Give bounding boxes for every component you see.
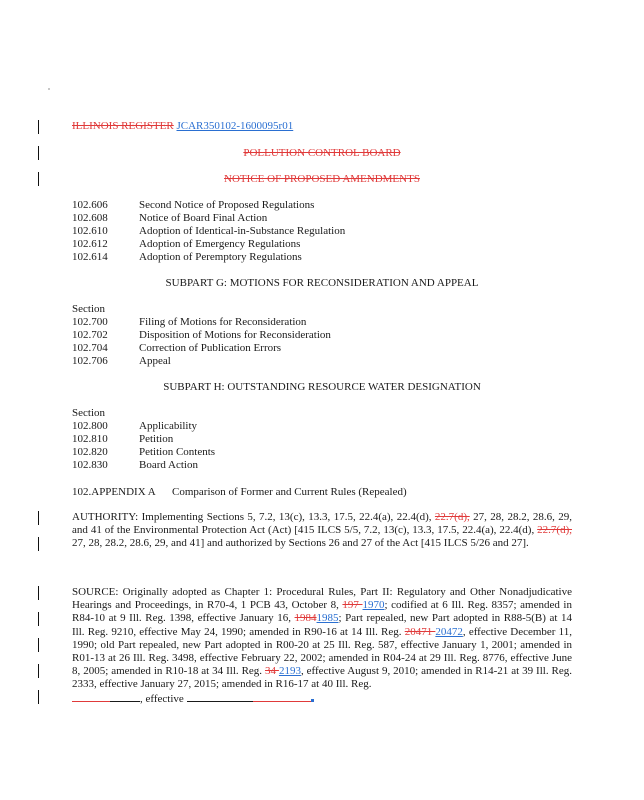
change-bar — [38, 690, 39, 704]
board-title: POLLUTION CONTROL BOARD — [243, 147, 401, 159]
toc-row: 102.800 Applicability — [72, 420, 198, 432]
register-deleted: ILLINOIS REGISTER — [72, 120, 174, 132]
blank — [187, 692, 253, 702]
subpart-g-heading: SUBPART G: MOTIONS FOR RECONSIDERATION AND APPEAL — [165, 277, 479, 289]
notice-title: NOTICE OF PROPOSED AMENDMENTS — [224, 173, 420, 185]
change-bar — [38, 664, 39, 678]
toc-row: 102.612 Adoption of Emergency Regulations — [72, 238, 301, 250]
blank — [110, 692, 140, 702]
section-label: Section — [72, 303, 105, 315]
section-label: Section — [72, 407, 105, 419]
change-bar — [38, 511, 39, 525]
change-bar — [38, 638, 39, 652]
register-header — [72, 120, 293, 132]
subpart-h-heading: SUBPART H: OUTSTANDING RESOURCE WATER DESIGNATION — [163, 381, 481, 393]
toc-row: 102.820 Petition Contents — [72, 446, 216, 458]
blank-deleted — [72, 692, 110, 702]
toc-row: 102.610 Adoption of Identical-in-Substance Regulation — [72, 225, 346, 237]
change-bar — [38, 120, 39, 134]
toc-row: 102.810 Petition — [72, 433, 174, 445]
toc-row: 102.830 Board Action — [72, 459, 198, 471]
insert-mark — [311, 699, 314, 702]
toc-row: 102.606 Second Notice of Proposed Regulations — [72, 199, 315, 211]
register-inserted: JCAR350102-1600095r01 — [176, 120, 294, 132]
toc-row: 102.608 Notice of Board Final Action — [72, 212, 268, 224]
toc-row: 102.614 Adoption of Peremptory Regulations — [72, 251, 302, 263]
toc-row: 102.702 Disposition of Motions for Reconsideration — [72, 329, 331, 341]
toc-row: 102.706 Appeal — [72, 355, 171, 367]
change-bar — [38, 586, 39, 600]
source-paragraph: SOURCE: Originally adopted as Chapter 1: Procedural Rules, Part II: Regulatory and Other Nonadjudicative Hearings and Proceedings, in R70-4, 1 PCB 43, October 8, 197 1970; codified at 6 Ill. Reg. 8357; amended in R84-10 at 9 Ill. Reg. 1398, effective January 16, 19841985; Part repealed, new Part adopted in R88-5(B) at 14 Ill. Reg. 9210, effective May 24, 1990; amended in R90-16 at 14 Ill. Reg. 20471 20472, effective December 11, 1990; old Part repealed, new Part adopted in R00-20 at 25 Ill. Reg. 587, effective January 1, 2001; amended in R01-13 at 26 Ill. Reg. 3498, effective February 22, 2002; amended in R04-24 at 29 Ill. Reg. 8776, effective June 8, 2005; amended in R10-18 at 34 Ill. Reg. 34 2193, effective August 9, 2010; amended in R14-21 at 39 Ill. Reg. 2333, effective January 27, 2015; amended in R16-17 at 40 Ill. Reg. , effective — [72, 586, 572, 705]
toc-row: 102.704 Correction of Publication Errors — [72, 342, 282, 354]
scan-speck — [48, 88, 50, 90]
change-bar — [38, 537, 39, 551]
appendix-row: 102.APPENDIX A Comparison of Former and Current Rules (Repealed) — [72, 486, 407, 498]
authority-paragraph: AUTHORITY: Implementing Sections 5, 7.2, 13(c), 13.3, 17.5, 22.4(a), 22.4(d), 22.7(d), 27, 28, 28.2, 28.6, 29, and 41 of the Environmental Protection Act (Act) [415 ILCS 5/5, 7.2, 13(c), 13.3, 17.5, 22.4(a), 22.4(d), 22.7(d), 27, 28, 28.2, 28.6, 29, and 41] and authorized by Sections 26 and 27 of the Act [415 ILCS 5/26 and 27]. — [72, 511, 572, 550]
blank-deleted — [253, 692, 311, 702]
change-bar — [38, 612, 39, 626]
toc-row: 102.700 Filing of Motions for Reconsideration — [72, 316, 307, 328]
